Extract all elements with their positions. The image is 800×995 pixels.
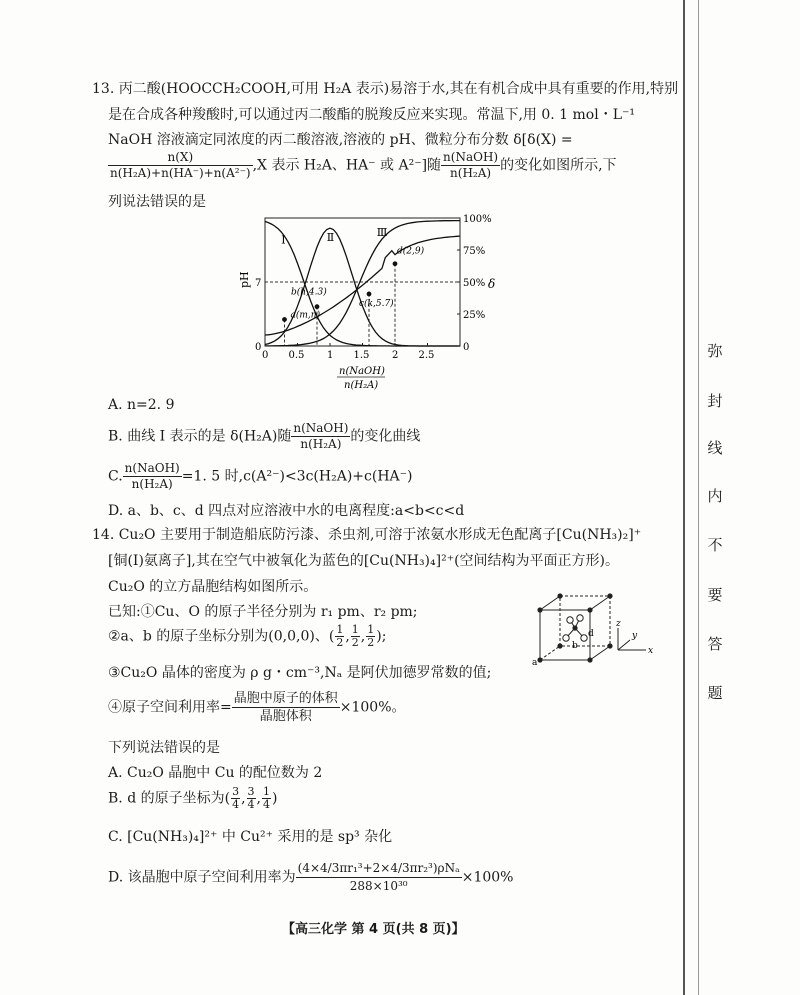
q14-known4: ④原子空间利用率= $\frac{\text{晶胞中原子的体积}}{\text{晶胞体积}}$ ×100%。 <box>108 691 406 724</box>
point-marker <box>315 304 320 309</box>
data-points <box>282 246 424 322</box>
y-left-label: pH <box>238 271 251 288</box>
cell-label-b: b <box>572 641 578 651</box>
point-label: a(m,n) <box>290 310 321 321</box>
y-left-zero: 0 <box>255 342 262 353</box>
q13-line3: NaOH 溶液滴定同浓度的丙二酸溶液,溶液的 pH、微粒分布分数 δ[δ(X) = <box>108 132 573 148</box>
right-tick-label: 50% <box>463 278 486 289</box>
q14-known3: ③Cu₂O 晶体的密度为 ρ g・cm⁻³,Nₐ 是阿伏加德罗常数的值; <box>108 665 492 681</box>
binding-notice-char: 内 <box>707 487 723 505</box>
cell-label-d: d <box>588 629 594 639</box>
point-marker <box>367 291 372 296</box>
crystal-cell-figure <box>518 590 658 666</box>
point-label: b(h,4.3) <box>291 287 327 298</box>
fraction-nx: $\frac{n(X)}{\text{n(H₂A)+n(HA⁻)+n(A²⁻)}}$ <box>110 150 251 180</box>
binding-notice-char: 线 <box>707 439 723 457</box>
x-label-num: n(NaOH) <box>339 366 385 377</box>
y-right-label: δ <box>488 277 496 291</box>
q14-known1: 已知:①Cu、O 的原子半径分别为 r₁ pm、r₂ pm; <box>108 604 418 620</box>
q13-line4: $\frac{n(X)}{\text{n(H₂A)+n(HA⁻)+n(A²⁻)}}$ ,X 表示 H₂A、HA⁻ 或 A²⁻]随 $\frac{\text{n(NaOH)}}{\text{n(H₂A)}}$ 的变化如图所示,下 <box>110 150 617 180</box>
q13-line2: 是在合成各种羧酸时,可以通过丙二酸酯的脱羧反应来实现。常温下,用 0. 1 mol・L⁻¹ <box>108 107 635 123</box>
axis-z-label: z <box>616 619 621 629</box>
x-tick-label: 1.5 <box>353 350 370 361</box>
curve-label: Ⅱ <box>326 231 335 245</box>
right-tick-label: 25% <box>463 310 486 321</box>
point-label: d(2,9) <box>397 246 425 257</box>
x-tick-label: 2 <box>392 350 399 361</box>
q14-option-a: A. Cu₂O 晶胞中 Cu 的配位数为 2 <box>108 765 323 781</box>
fraction-naoh-b: $\frac{\text{n(NaOH)}}{\text{n(H₂A)}}$ <box>293 421 349 451</box>
curve-label: Ⅲ <box>376 225 388 239</box>
utilization-fraction: $\frac{\text{晶胞中原子的体积}}{\text{晶胞体积}}$ <box>233 691 338 724</box>
titration-chart <box>240 208 500 390</box>
q14-line3: Cu₂O 的立方晶胞结构如图所示。 <box>108 579 318 595</box>
q14-line1: 14. Cu₂O 主要用于制造船底防污漆、杀虫剂,可溶于浓氨水形成无色配离子[Cu(NH₃)₂]⁺ <box>92 527 642 543</box>
q13-option-d: D. a、b、c、d 四点对应溶液中水的电离程度:a<b<c<d <box>108 503 465 519</box>
x-label-den: n(H₂A) <box>344 380 379 391</box>
curve-label: Ⅰ <box>281 233 286 247</box>
binding-notice-char: 题 <box>707 684 723 702</box>
binding-notice-char: 不 <box>707 536 723 554</box>
q14-option-b: B. d 的原子坐标为( $\frac{3}{4}$ , $\frac{3}{4}$ , $\frac{1}{4}$ ) <box>108 785 278 811</box>
curves <box>265 221 460 346</box>
x-tick-label: 1 <box>327 350 334 361</box>
q14-line2: [铜(Ⅰ)氨离子],其在空气中被氧化为蓝色的[Cu(NH₃)₄]²⁺(空间结构为平面正方形)。 <box>108 553 620 569</box>
q14-ask: 下列说法错误的是 <box>108 740 220 756</box>
y-left-tick-label: 7 <box>255 278 262 289</box>
right-tick-label: 0 <box>463 342 470 353</box>
point-label: c(k,5.7) <box>359 298 394 309</box>
fraction-naoh: $\frac{\text{n(NaOH)}}{\text{n(H₂A)}}$ <box>443 150 499 180</box>
q13-option-c: C. $\frac{\text{n(NaOH)}}{\text{n(H₂A)}}$ =1. 5 时,c(A²⁻)<3c(H₂A)+c(HA⁻) <box>108 461 413 491</box>
q13-option-b: B. 曲线 Ⅰ 表示的是 δ(H₂A)随 $\frac{\text{n(NaOH)}}{\text{n(H₂A)}}$ 的变化曲线 <box>108 421 421 451</box>
point-marker <box>393 261 398 266</box>
binding-notice-char: 封 <box>707 392 723 410</box>
binding-notice-char: 答 <box>707 635 723 653</box>
q13-line1: 13. 丙二酸(HOOCCH₂COOH,可用 H₂A 表示)易溶于水,其在有机合成中具有重要的作用,特别 <box>92 81 679 97</box>
axis-y-label: y <box>632 631 638 641</box>
page-footer: 【高三化学 第 4 页(共 8 页)】 <box>282 922 465 937</box>
fraction-naoh-c: $\frac{\text{n(NaOH)}}{\text{n(H₂A)}}$ <box>124 461 180 491</box>
binding-line <box>683 0 685 995</box>
q13-line5: 列说法错误的是 <box>108 194 206 210</box>
q14-option-c: C. [Cu(NH₃)₄]²⁺ 中 Cu²⁺ 采用的是 sp³ 杂化 <box>108 829 393 845</box>
q14-option-d: D. 该晶胞中原子空间利用率为 $\frac{\text{(4×4/3πr₁³+2×4/3πr₂³)ρNₐ}}{\text{288×10³⁰}}$ ×100% <box>108 861 514 893</box>
q13-option-a: A. n=2. 9 <box>108 397 175 413</box>
point-marker <box>282 317 287 322</box>
x-tick-label: 2.5 <box>418 350 435 361</box>
x-tick-label: 0.5 <box>288 350 305 361</box>
right-tick-label: 100% <box>463 214 492 225</box>
q14-known2: ②a、b 的原子坐标分别为(0,0,0)、( $\frac{1}{2}$ , $\frac{1}{2}$ , $\frac{1}{2}$ ); <box>108 623 387 649</box>
right-tick-label: 75% <box>463 246 486 257</box>
utilization-formula: $\frac{\text{(4×4/3πr₁³+2×4/3πr₂³)ρNₐ}}{\text{288×10³⁰}}$ <box>297 861 460 893</box>
binding-notice-char: 要 <box>707 586 723 604</box>
binding-notice-char: 弥 <box>707 342 723 360</box>
binding-line-inner <box>698 0 699 995</box>
x-tick-label: 0 <box>262 350 269 361</box>
axis-x-label: x <box>648 646 654 656</box>
cell-label-a: a <box>532 658 538 668</box>
